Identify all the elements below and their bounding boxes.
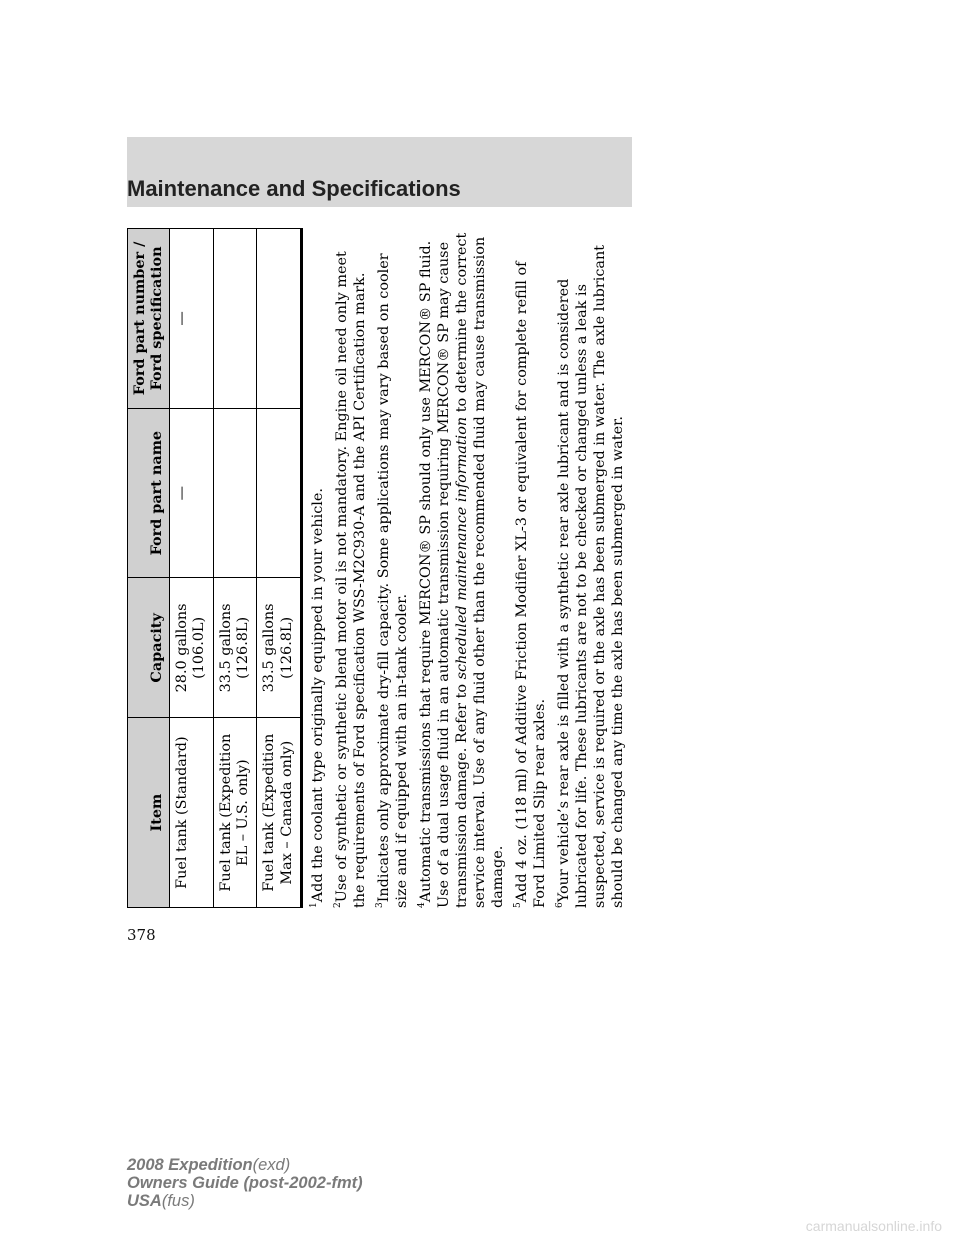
table-cell	[257, 408, 302, 578]
table-cell: —	[170, 408, 214, 578]
footer-market-code: (fus)	[161, 1192, 195, 1211]
rotated-content	[127, 228, 626, 908]
footnote-text: Automatic transmissions that require MERCON® SP should only use MERCON® SP fluid. Use of a dual usage fluid in an automatic transmission requiring MERCON® SP may cause transmission damage. Refer to	[417, 240, 470, 908]
column-header-item: Item	[128, 718, 170, 908]
table-cell: 33.5 gallons (126.8L)	[257, 578, 302, 718]
table-cell: Fuel tank (Standard)	[170, 718, 214, 908]
footnote	[513, 228, 549, 908]
footnote-marker: 1	[309, 902, 320, 908]
footnote	[333, 228, 369, 908]
footnote	[417, 228, 507, 908]
footer-market: USA	[127, 1192, 162, 1211]
footnote-marker: 5	[513, 902, 524, 908]
page-number: 378	[127, 926, 156, 944]
footnote-text: Add 4 oz. (118 ml) of Additive Friction Modifier XL-3 or equivalent for complete refill of Ford Limited Slip rear axles.	[513, 261, 548, 908]
footnote-text: Indicates only approximate dry-fill capacity. Some applications may vary based on cooler size and if equipped with an in-tank cooler.	[375, 253, 410, 908]
footnotes	[309, 228, 627, 908]
column-header-capacity: Capacity	[128, 578, 170, 718]
footer-guide: Owners Guide (post-2002-fmt)	[127, 1174, 363, 1193]
table-row	[257, 229, 302, 908]
specification-table	[127, 228, 303, 908]
footnote-text: Add the coolant type originally equipped in your vehicle.	[309, 488, 326, 903]
footnote-marker: 3	[375, 902, 386, 908]
column-header-part-number: Ford part number / Ford specification	[128, 229, 170, 409]
table-cell	[213, 408, 257, 578]
column-header-part-name: Ford part name	[128, 408, 170, 578]
footer-model-code: (exd)	[252, 1156, 291, 1174]
watermark: carmanualsonline.info	[805, 1218, 942, 1234]
table-row	[170, 229, 214, 908]
table-cell: 28.0 gallons (106.0L)	[170, 578, 214, 718]
table-cell: 33.5 gallons (126.8L)	[213, 578, 257, 718]
footer-model: 2008 Expedition	[127, 1156, 253, 1174]
table-cell: Fuel tank (Expedition Max – Canada only)	[257, 718, 302, 908]
footnote	[375, 228, 411, 908]
footnote-marker: 4	[417, 902, 428, 908]
footnote-reference: scheduled maintenance information	[453, 416, 470, 680]
footnote-text: Use of synthetic or synthetic blend motor oil is not mandatory. Engine oil need only meet the requirements of Ford specification WSS-M2C930-A and the API Certification mark.	[333, 251, 368, 908]
document-footer	[127, 1156, 363, 1210]
footnote-text: Your vehicle’s rear axle is filled with a synthetic rear axle lubricant and is considered lubricated for life. These lubricants are not to be checked or changed unless a leak is suspected, service is required or the axle has been submerged in water. The axle lubricant should be changed any time the axle has been submerged in water.	[555, 244, 626, 908]
footnote	[555, 228, 627, 908]
page-title: Maintenance and Specifications	[127, 176, 461, 201]
footnote	[309, 228, 327, 908]
table-cell: Fuel tank (Expedition EL – U.S. only)	[213, 718, 257, 908]
table-cell	[213, 229, 257, 409]
table-row	[213, 229, 257, 908]
footnote-marker: 6	[555, 902, 566, 908]
footnote-marker: 2	[333, 902, 344, 908]
table-cell	[257, 229, 302, 409]
footnote-text: to determine the correct service interval. Use of any fluid other than the recommended fluid may cause transmission damage.	[453, 232, 506, 908]
table-cell: —	[170, 229, 214, 409]
